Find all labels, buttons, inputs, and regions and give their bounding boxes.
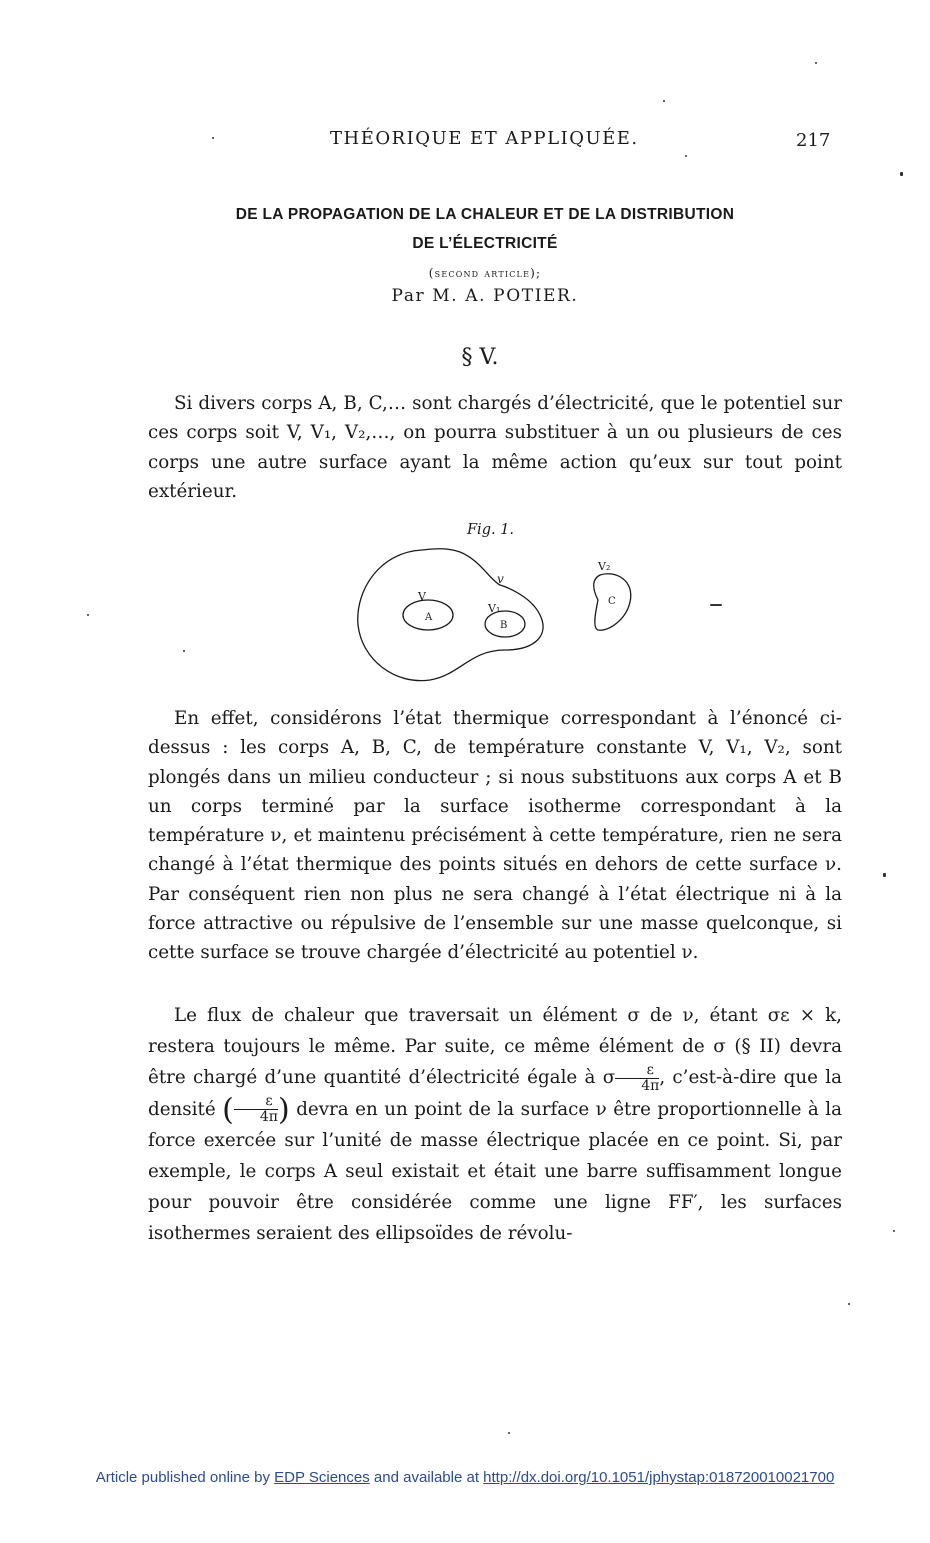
fraction-numerator: ε	[234, 1094, 278, 1110]
running-title: THÉORIQUE ET APPLIQUÉE.	[330, 128, 639, 149]
publisher-link[interactable]: EDP Sciences	[274, 1469, 370, 1486]
label-c-potential: V₂	[598, 560, 611, 573]
label-outer-v: v	[497, 572, 504, 586]
fraction-epsilon-4pi	[615, 1063, 659, 1094]
paragraph-1-text: Si divers corps A, B, C,… sont chargés d’électricité, que le potentiel sur ces corps soit V, V₁, V₂,…, on pourra substituer à un ou plusieurs de ces corps une autre surface ayant la même action qu’eux sur tout point extérieur.	[148, 393, 842, 502]
paragraph-3-part3: devra en un point de la surface ν être proportionnelle à la force exercée sur l’unité de masse électrique placée en ce point. Si, par exemple, le corps A seul existait et était une barre suffisamment longue pour pouvoir être considérée comme une ligne FF′, les surfaces isothermes seraient des ellipsoïdes de révolu-	[148, 1098, 842, 1244]
label-c-name: C	[608, 596, 616, 607]
paragraph-1	[148, 389, 842, 506]
article-title-line1: DE LA PROPAGATION DE LA CHALEUR ET DE LA DISTRIBUTION	[235, 206, 735, 223]
fraction-denominator: 4π	[259, 1109, 278, 1125]
right-paren: )	[278, 1092, 290, 1127]
article-title-line2: DE L’ÉLECTRICITÉ	[412, 235, 558, 252]
outer-isotherm-curve	[358, 549, 543, 681]
paragraph-3-part2: , c’est-à-dire que la densité	[148, 1067, 842, 1120]
scan-speck	[848, 1303, 850, 1305]
label-a-name: A	[425, 612, 433, 623]
left-paren: (	[222, 1092, 234, 1127]
page-number: 217	[796, 130, 831, 151]
doi-link[interactable]: http://dx.doi.org/10.1051/jphystap:018720010021700	[483, 1469, 835, 1486]
article-subtitle: (second article);	[428, 266, 542, 280]
footer-prefix: Article published online by	[95, 1469, 275, 1486]
figure-1-diagram	[340, 540, 650, 690]
paragraph-3-text	[148, 1000, 842, 1249]
label-b-name: B	[500, 620, 508, 631]
fraction-numerator: ε	[615, 1063, 659, 1079]
label-a-potential: V	[418, 590, 426, 603]
scan-speck	[87, 614, 89, 616]
figure-caption: Fig. 1.	[467, 522, 515, 538]
article-header	[150, 200, 820, 306]
paragraph-2-text: En effet, considérons l’état thermique correspondant à l’énoncé ci-dessus : les corps A, B, C, de température constante V, V₁, V₂, sont plongés dans un milieu conducteur ; si nous substituons aux corps A et B un corps terminé par la surface isotherme correspondant à la température ν, et maintenu précisément à cette température, rien ne sera changé à l’état thermique des points situés en dehors de cette surface ν. Par conséquent rien non plus ne sera changé à l’état électrique ni à la force attractive ou répulsive de l’ensemble sur une masse quelconque, si cette surface se trouve chargée d’électricité au potentiel ν.	[148, 708, 842, 964]
article-author: Par M. A. POTIER.	[391, 286, 579, 306]
scan-speck	[508, 1432, 510, 1434]
fraction-density	[234, 1094, 278, 1125]
scan-speck	[900, 172, 903, 176]
scan-speck	[663, 100, 665, 102]
publication-footer	[0, 1469, 930, 1486]
fraction-denominator: 4π	[641, 1077, 660, 1094]
scan-speck	[212, 137, 214, 139]
scan-speck	[685, 155, 687, 157]
paragraph-2	[148, 704, 842, 968]
paragraph-3	[148, 1000, 842, 1249]
label-b-potential: V₁	[488, 602, 501, 615]
scan-speck	[883, 873, 886, 877]
scan-speck	[815, 62, 817, 64]
running-head	[0, 128, 930, 156]
scan-speck	[710, 604, 722, 606]
scan-speck	[183, 650, 185, 652]
section-heading: § V.	[461, 345, 499, 370]
scan-speck	[893, 1230, 895, 1232]
paragraph-3-part1: Le flux de chaleur que traversait un élément σ de ν, étant σε × k, restera toujours le même. Par suite, ce même élément de σ (§ II) devra être chargé d’une quantité d’électricité égale à σ	[148, 1005, 842, 1088]
footer-middle: and available at	[369, 1469, 484, 1486]
